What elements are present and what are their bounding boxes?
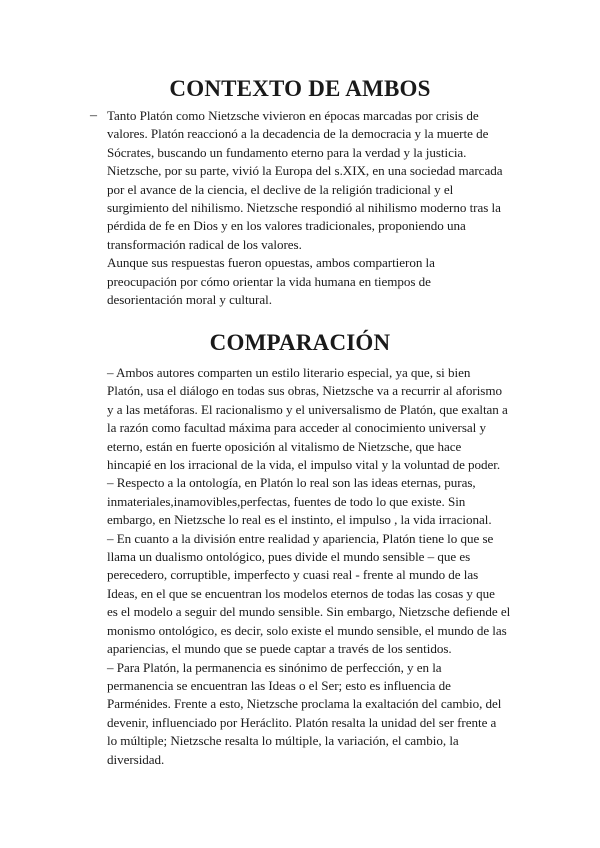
heading-contexto: CONTEXTO DE AMBOS xyxy=(169,76,431,101)
text-line: eterno, están en fuerte oposición al vitalismo de Nietzsche, que hace xyxy=(107,438,462,454)
text-line: – En cuanto a la división entre realidad y apariencia, Platón tiene lo que se xyxy=(107,530,494,546)
text-line: desorientación moral y cultural. xyxy=(107,292,272,308)
text-line: perecedero, corruptible, imperfecto y cuasi real - frente al mundo de las xyxy=(107,567,479,583)
text-line: Platón, usa el diálogo en todas sus obras, Nietzsche va a recurrir al aforismo xyxy=(107,383,502,399)
text-line: permanencia se encuentran las Ideas o el Ser; esto es influencia de xyxy=(107,677,451,693)
text-line: valores. Platón reaccionó a la decadencia de la democracia y la muerte de xyxy=(107,126,489,142)
text-line: por el avance de la ciencia, el declive de la religión tradicional y el xyxy=(107,181,454,197)
text-line: llama un dualismo ontológico, pues divide el mundo sensible – que es xyxy=(107,549,471,565)
text-line: lo múltiple; Nietzsche resalta lo múltiple, la variación, el cambio, la xyxy=(107,733,459,749)
text-line: apariencias, el mundo que se puede captar a través de los sentidos. xyxy=(107,641,452,657)
text-line: pérdida de fe en Dios y en los valores tradicionales, proponiendo una xyxy=(107,218,466,234)
text-line: – Ambos autores comparten un estilo literario especial, ya que, si bien xyxy=(107,365,471,380)
text-line: preocupación por cómo orientar la vida humana en tiempos de xyxy=(107,273,431,289)
text-line: – Respecto a la ontología, en Platón lo real son las ideas eternas, puras, xyxy=(107,475,476,491)
text-line: Nietzsche, por su parte, vivió la Europa del s.XIX, en una sociedad marcada xyxy=(107,163,503,179)
text-line: surgimiento del nihilismo. Nietzsche respondió al nihilismo moderno tras la xyxy=(107,200,501,216)
heading-comparacion: COMPARACIÓN xyxy=(209,330,391,355)
text-line: embargo, en Nietzsche lo real es el instinto, el impulso , la vida irracional. xyxy=(107,512,492,528)
text-line: devenir, influenciado por Heráclito. Platón resalta la unidad del ser frente a xyxy=(107,714,497,730)
text-line: diversidad. xyxy=(107,751,165,767)
text-line: y a las metáforas. El racionalismo y el universalismo de Platón, que exaltan a xyxy=(107,401,508,417)
text-line: – Para Platón, la permanencia es sinónimo de perfección, y en la xyxy=(107,659,442,675)
bullet-marker: – xyxy=(90,108,97,123)
text-line: Parménides. Frente a esto, Nietzsche proclama la exaltación del cambio, del xyxy=(107,696,502,712)
text-line: Sócrates, buscando un fundamento eterno para la verdad y la justicia. xyxy=(107,144,467,160)
text-line: es el modelo a seguir del mundo sensible. Sin embargo, Nietzsche defiende el xyxy=(107,604,511,620)
text-line: Ideas, en el que se encuentran los modelos eternos de todas las cosas y que xyxy=(107,585,495,601)
contexto-paragraph xyxy=(107,107,502,309)
text-line: transformación radical de los valores. xyxy=(107,236,302,252)
text-line: Aunque sus respuestas fueron opuestas, ambos compartieron la xyxy=(107,255,435,271)
text-line: Tanto Platón como Nietzsche vivieron en épocas marcadas por crisis de xyxy=(107,108,479,123)
comparacion-paragraph xyxy=(107,364,510,769)
text-line: hincapié en los irracional de la vida, el impulso vital y la voluntad de poder. xyxy=(107,457,501,473)
text-line: monismo ontológico, es decir, solo existe el mundo sensible, el mundo de las xyxy=(107,622,507,638)
text-line: la razón como facultad máxima para acceder al conocimiento universal y xyxy=(107,420,486,436)
text-line: inmateriales,inamovibles,perfectas, fuentes de todo lo que existe. Sin xyxy=(107,493,466,509)
